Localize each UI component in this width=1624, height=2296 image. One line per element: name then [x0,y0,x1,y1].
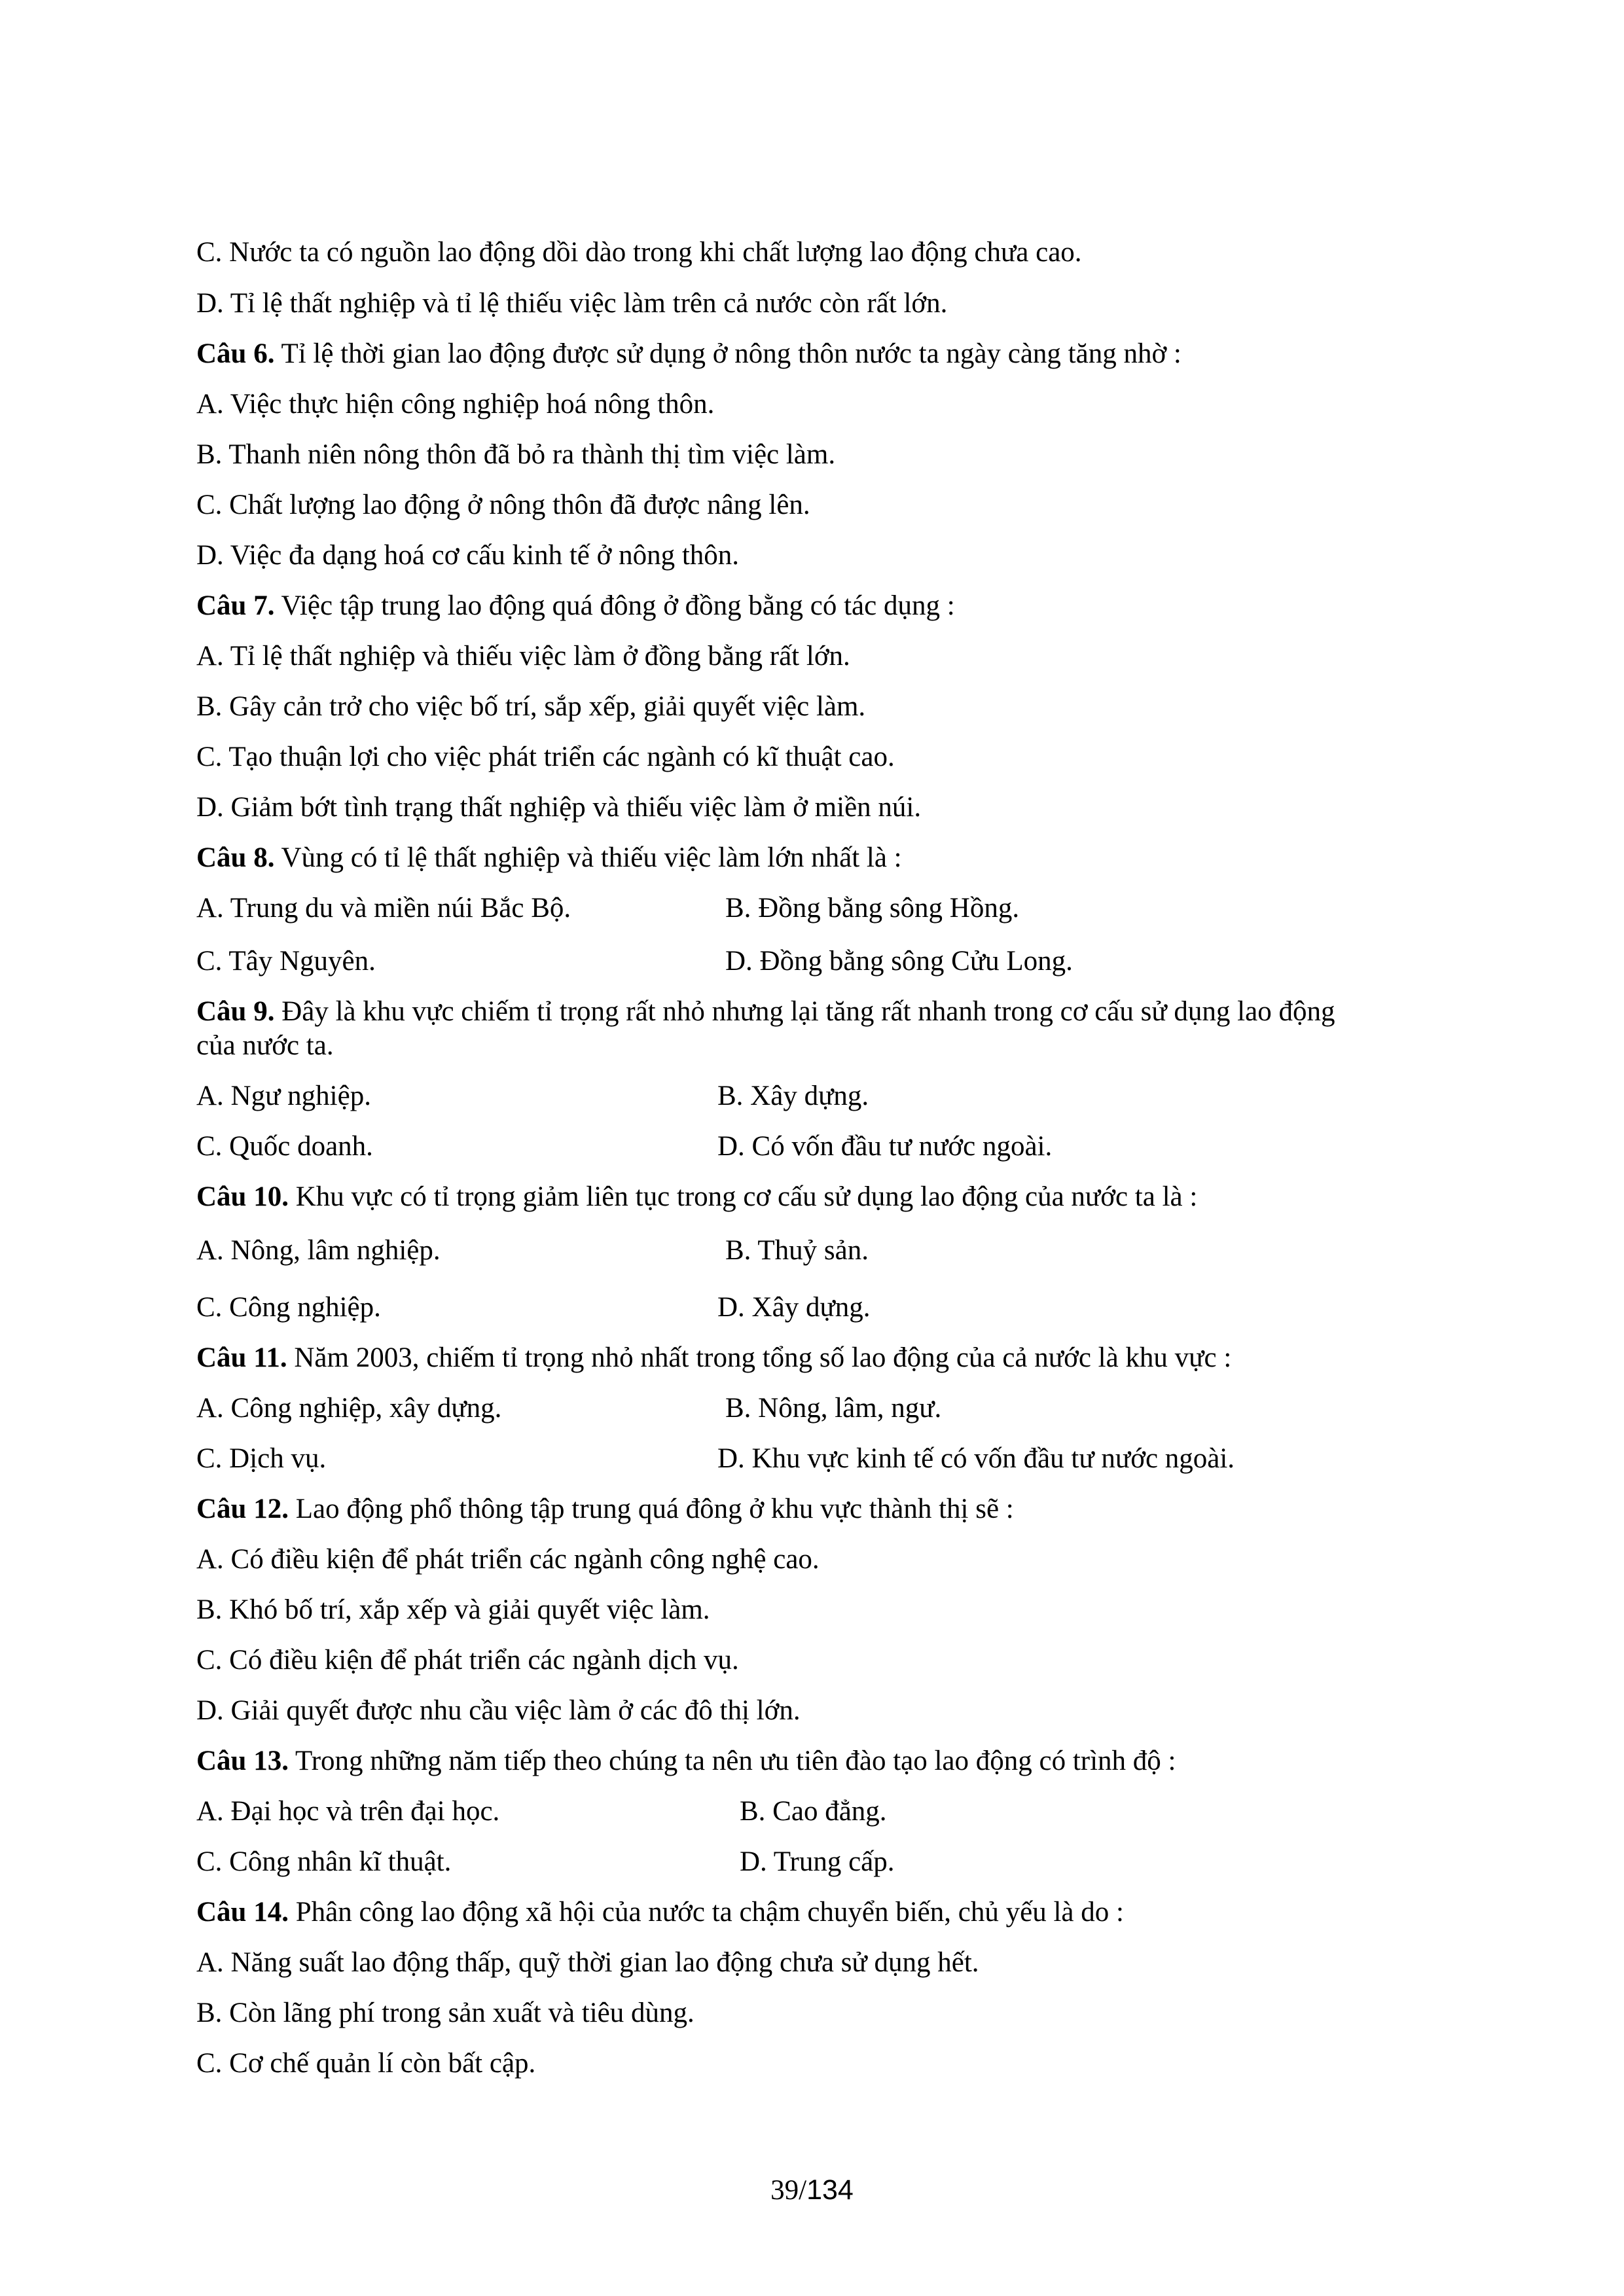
answer-option: C. Có điều kiện để phát triển các ngành dịch vụ. [196,1645,739,1676]
answer-option: B. Khó bố trí, xắp xếp và giải quyết việc làm. [196,1594,710,1625]
answer-option: C. Chất lượng lao động ở nông thôn đã được nâng lên. [196,490,810,520]
answer-option: D. Việc đa dạng hoá cơ cấu kinh tế ở nông thôn. [196,540,740,571]
question-line: Câu 6. Tỉ lệ thời gian lao động được sử dụng ở nông thôn nước ta ngày càng tăng nhờ : [196,338,1182,369]
answer-row: C. Công nghiệp. D. Xây dựng. [196,1292,871,1323]
question-line: Câu 14. Phân công lao động xã hội của nước ta chậm chuyển biến, chủ yếu là do : [196,1897,1124,1928]
question-line: Câu 8. Vùng có tỉ lệ thất nghiệp và thiếu việc làm lớn nhất là : [196,842,902,873]
question-number: Câu 11. [196,1342,287,1373]
answer-option: B. Thanh niên nông thôn đã bỏ ra thành thị tìm việc làm. [196,439,836,470]
answer-option: D. Tỉ lệ thất nghiệp và tỉ lệ thiếu việc làm trên cả nước còn rất lớn. [196,288,948,319]
answer-option: A. Năng suất lao động thấp, quỹ thời gian lao động chưa sử dụng hết. [196,1947,979,1978]
question-number: Câu 12. [196,1494,289,1524]
answer-option: A. Có điều kiện để phát triển các ngành công nghệ cao. [196,1544,820,1575]
answer-option: B. Còn lãng phí trong sản xuất và tiêu dùng. [196,1998,695,2028]
answer-option: D. Giải quyết được nhu cầu việc làm ở các đô thị lớn. [196,1695,801,1726]
question-number: Câu 13. [196,1746,289,1776]
question-line: Câu 7. Việc tập trung lao động quá đông ở đồng bằng có tác dụng : [196,590,955,621]
question-line: Câu 12. Lao động phổ thông tập trung quá đông ở khu vực thành thị sẽ : [196,1494,1014,1524]
answer-option: A. Việc thực hiện công nghiệp hoá nông thôn. [196,389,715,420]
question-number: Câu 7. [196,590,275,621]
answer-option: C. Nước ta có nguồn lao động dồi dào trong khi chất lượng lao động chưa cao. [196,237,1082,268]
question-line: Câu 11. Năm 2003, chiếm tỉ trọng nhỏ nhất trong tổng số lao động của cả nước là khu vực : [196,1342,1232,1373]
question-line: Câu 9. Đây là khu vực chiếm tỉ trọng rất nhỏ nhưng lại tăng rất nhanh trong cơ cấu sử dụng lao động [196,996,1335,1027]
answer-row: C. Công nhân kĩ thuật. D. Trung cấp. [196,1846,895,1877]
answer-option: B. Gây cản trở cho việc bố trí, sắp xếp, giải quyết việc làm. [196,691,866,722]
question-number: Câu 14. [196,1897,289,1928]
answer-row: A. Công nghiệp, xây dựng. B. Nông, lâm, ngư. [196,1393,942,1424]
answer-row: C. Tây Nguyên. D. Đồng bằng sông Cửu Long. [196,946,1073,977]
question-number: Câu 9. [196,996,275,1027]
answer-row: A. Đại học và trên đại học. B. Cao đẳng. [196,1796,887,1827]
question-line: Câu 10. Khu vực có tỉ trọng giảm liên tục trong cơ cấu sử dụng lao động của nước ta là : [196,1181,1198,1212]
question-line: của nước ta. [196,1030,334,1061]
answer-row: C. Quốc doanh. D. Có vốn đầu tư nước ngoài. [196,1131,1053,1162]
question-number: Câu 10. [196,1181,289,1212]
question-number: Câu 6. [196,338,275,369]
answer-option: A. Tỉ lệ thất nghiệp và thiếu việc làm ở đồng bằng rất lớn. [196,641,850,672]
question-line: Câu 13. Trong những năm tiếp theo chúng ta nên ưu tiên đào tạo lao động có trình độ : [196,1746,1176,1776]
answer-option: C. Tạo thuận lợi cho việc phát triển các ngành có kĩ thuật cao. [196,742,895,772]
answer-row: C. Dịch vụ. D. Khu vực kinh tế có vốn đầu tư nước ngoài. [196,1443,1235,1474]
answer-option: D. Giảm bớt tình trạng thất nghiệp và thiếu việc làm ở miền núi. [196,792,922,823]
answer-row: A. Nông, lâm nghiệp. B. Thuỷ sản. [196,1235,869,1266]
page-number: 39/134 [770,2174,854,2206]
question-number: Câu 8. [196,842,275,873]
answer-option: C. Cơ chế quản lí còn bất cập. [196,2048,536,2079]
answer-row: A. Ngư nghiệp. B. Xây dựng. [196,1081,869,1111]
answer-row: A. Trung du và miền núi Bắc Bộ. B. Đồng bằng sông Hồng. [196,893,1020,924]
